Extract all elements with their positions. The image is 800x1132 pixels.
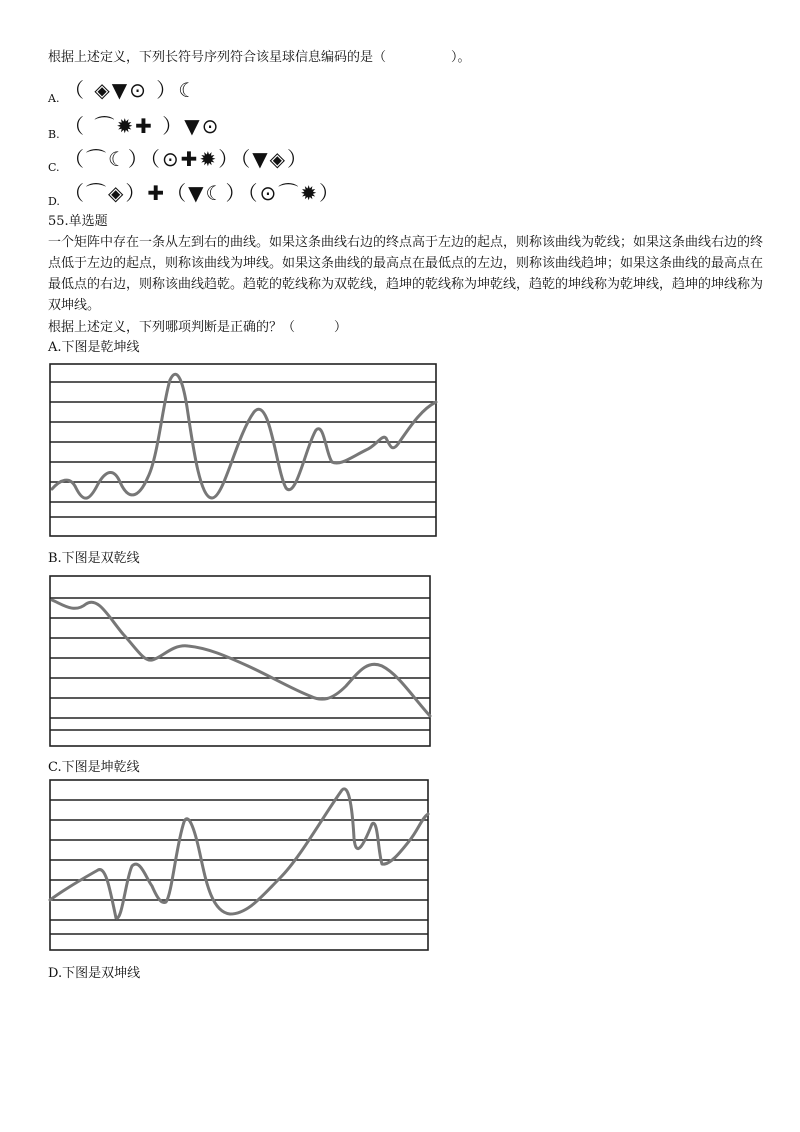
option-c-label[interactable]: C.下图是坤乾线 xyxy=(48,760,140,775)
prev-question-stem: 根据上述定义，下列长符号序列符合该星球信息编码的是（ ）。 xyxy=(48,50,471,65)
curve xyxy=(50,789,428,918)
option-d-label[interactable]: D.下图是双坤线 xyxy=(48,966,141,981)
option-letter: C. xyxy=(48,161,60,174)
option-c-figure xyxy=(48,778,432,952)
symbol-sequence: （⌒☾）（⊙✚✹）（▼◈） xyxy=(64,147,309,171)
matrix-frame xyxy=(50,364,436,536)
option-letter: D. xyxy=(48,195,60,208)
symbol-sequence: （⌒◈）✚（▼☾）（⊙⌒✹） xyxy=(64,181,341,205)
question-ask: 根据上述定义，下列哪项判断是正确的？（ ） xyxy=(48,320,348,335)
grid-lines xyxy=(50,382,436,517)
symbol-sequence: （ ⌒✹✚ ）▼⊙ xyxy=(64,114,221,138)
matrix-frame xyxy=(50,780,428,950)
curve xyxy=(52,374,436,498)
option-a-figure xyxy=(48,362,440,538)
question-number-type: 55.单选题 xyxy=(48,214,108,229)
option-letter: B. xyxy=(48,128,60,141)
option-letter: A. xyxy=(48,92,60,105)
option-b-figure xyxy=(48,574,434,748)
option-a-label[interactable]: A.下图是乾坤线 xyxy=(48,340,140,355)
question-definition: 一个矩阵中存在一条从左到右的曲线。如果这条曲线右边的终点高于左边的起点，则称该曲线为乾线；如果这条曲线右边的终点低于左边的起点，则称该曲线为坤线。如果这条曲线的最高点在最低点的左边，则称该曲线趋坤；如果这条曲线的最高点在最低点的右边，则称该曲线趋乾。趋乾的乾线称为双乾线，趋坤的乾线称为坤乾线，趋乾的坤线称为乾坤线，趋坤的坤线称为双坤线。 xyxy=(48,235,764,313)
option-b-label[interactable]: B.下图是双乾线 xyxy=(48,551,140,566)
symbol-sequence: （ ◈▼⊙ ）☾ xyxy=(64,78,199,102)
